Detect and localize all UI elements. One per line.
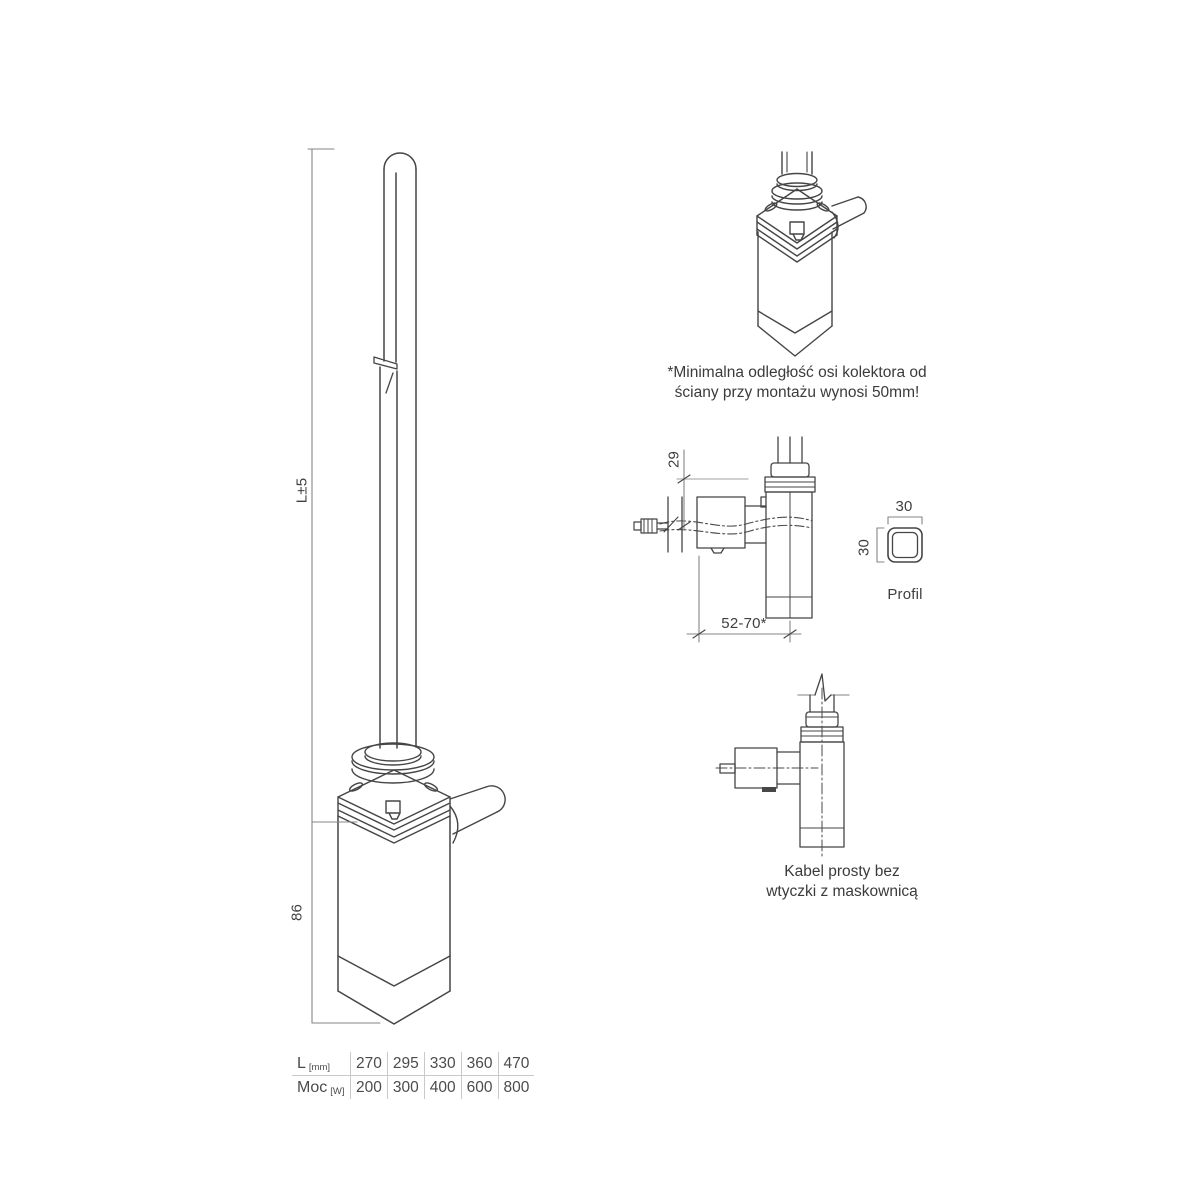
profile-drawing <box>877 517 922 562</box>
profile-caption: Profil <box>887 586 923 603</box>
mount-note-line2: ściany przy montażu wynosi 50mm! <box>674 384 920 401</box>
mount-note-line1: *Minimalna odległość osi kolektora od <box>667 364 927 381</box>
spec-cell: 600 <box>461 1076 498 1100</box>
spec-cell: 360 <box>461 1052 498 1076</box>
profile-width-dim-label: 30 <box>895 498 913 515</box>
side-view-dimensions <box>677 450 801 642</box>
tube-dome <box>384 153 416 169</box>
spec-table <box>292 1052 534 1099</box>
spec-row-length <box>292 1052 534 1076</box>
spec-cell: 330 <box>424 1052 461 1076</box>
spec-cell: 270 <box>351 1052 388 1076</box>
straight-cable-drawing <box>716 674 849 858</box>
tube-break-symbol <box>374 357 397 393</box>
spec-row-power <box>292 1076 534 1100</box>
mounting-flange <box>338 770 450 843</box>
body-height-dim-label: 86 <box>288 903 306 922</box>
mount-note <box>620 363 974 403</box>
row-label-text: L <box>297 1054 306 1072</box>
offset-dim-label: 29 <box>665 450 683 469</box>
tube-break-arrow <box>815 674 831 701</box>
hidden-cable-lines <box>660 517 812 534</box>
spec-row-label <box>292 1052 351 1076</box>
profile-dim-brackets <box>877 517 922 562</box>
wall-distance-dim-label: 52-70* <box>721 615 767 632</box>
spec-cell: 800 <box>498 1076 534 1100</box>
detail-flange <box>757 189 837 262</box>
spec-cell: 200 <box>351 1076 388 1100</box>
main-dimension-lines <box>308 149 380 1023</box>
row-unit-text: [mm] <box>308 1061 331 1073</box>
spec-cell: 300 <box>387 1076 424 1100</box>
spec-row-label <box>292 1076 351 1100</box>
spec-cell: 470 <box>498 1052 534 1076</box>
cable-caption-line1: Kabel prosty bez <box>784 863 900 880</box>
junction-box <box>697 497 766 553</box>
detail-isometric-drawing <box>757 152 866 356</box>
length-dim-label: L±5 <box>293 477 311 504</box>
heater-body <box>338 816 450 1024</box>
profile-height-dim-label: 30 <box>855 538 873 557</box>
cable-cover-box <box>720 748 800 792</box>
row-label-text: Moc <box>297 1078 328 1096</box>
spec-cell: 400 <box>424 1076 461 1100</box>
cable-caption-line2: wtyczki z maskownicą <box>766 883 918 900</box>
wall-lines <box>668 497 682 552</box>
cable-gland <box>450 786 505 843</box>
row-unit-text: [W] <box>330 1085 345 1097</box>
spec-cell: 295 <box>387 1052 424 1076</box>
collar-nut <box>352 743 434 783</box>
side-elevation-drawing <box>634 437 815 618</box>
cable-caption <box>732 862 952 902</box>
main-heating-element-drawing <box>338 153 505 1024</box>
